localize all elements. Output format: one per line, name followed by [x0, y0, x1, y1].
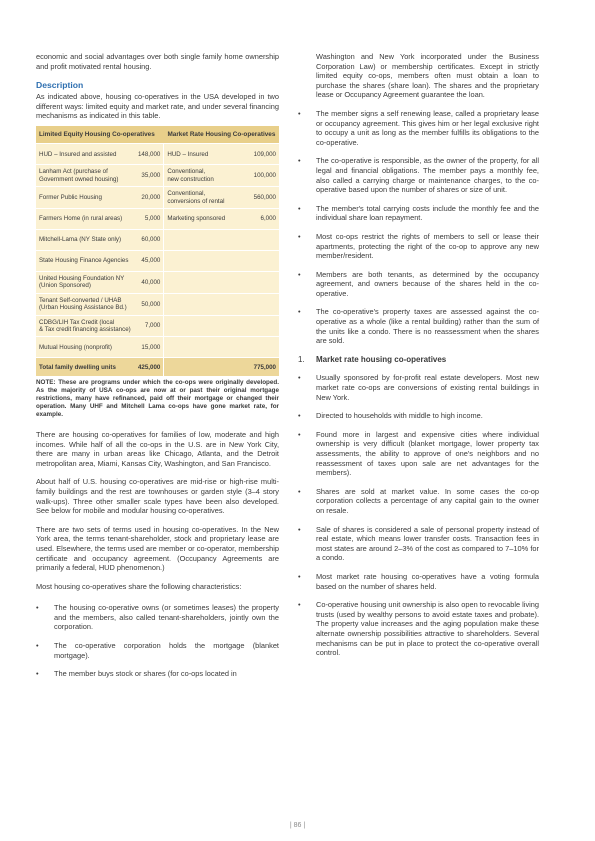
le-program-cell: Lanham Act (purchase of Government owned housing)	[36, 165, 135, 187]
le-units-cell: 50,000	[135, 293, 164, 315]
le-units-cell: 40,000	[135, 272, 164, 294]
body-paragraph: There are two sets of terms used in housing co-operatives. In the New York area, the terms tenant-shareholder, stock and proprietary lease are used. Elsewhere, the terms used are member or co-operator, membership certificate and occupancy agreement. (Occupancy Agreements are primarily a federal, HUD phenomenon.)	[36, 524, 279, 573]
bullet-icon: •	[298, 411, 301, 421]
bullet-icon: •	[298, 156, 301, 166]
list-item: • Found more in largest and expensive cities where individual ownership is very difficult (blanket mortgage, lower property tax assessments, the ability to approve of one's neighbors and no reassessment of taxes upon sale are net advantages for the members).	[298, 429, 539, 478]
bullet-icon: •	[298, 108, 301, 118]
section-number: 1.	[298, 354, 305, 364]
mr-program-cell: Marketing sponsored	[164, 209, 244, 230]
mr-program-cell	[164, 251, 244, 272]
body-paragraph: There are housing co-operatives for families of low, moderate and high incomes. While half of all the co-ops in the U.S. are in New York City, there are many in urban areas like Chicago, Atlanta, and the Detroit metropolitan area, Miami, Kansas City, Washington, and San Francisco.	[36, 429, 279, 468]
table-row	[36, 272, 279, 294]
list-item: • Co-operative housing unit ownership is also open to revocable living trusts (used by wealthy persons to avoid estate taxes and probate). The property value increases and the aging population make these alternate ownership possibilities attractive to shareholders. Several mechanisms can be put in place to protect the co-operative overall control.	[298, 600, 539, 658]
mr-units-cell: 560,000	[244, 187, 279, 209]
table-row	[36, 165, 279, 187]
bullet-icon: •	[298, 486, 301, 496]
table-body	[36, 144, 279, 377]
list-item: • The co-operative corporation holds the mortgage (blanket mortgage).	[36, 641, 279, 660]
mr-units-cell	[244, 293, 279, 315]
mr-program-cell: Conventional, conversions of rental	[164, 187, 244, 209]
mr-units-cell	[244, 272, 279, 294]
intro-paragraph: economic and social advantages over both single family home ownership and profit motivated rental housing.	[36, 52, 279, 71]
section-title: Market rate housing co-operatives	[316, 354, 447, 364]
le-units-cell: 5,000	[135, 209, 164, 230]
le-units-cell: 45,000	[135, 251, 164, 272]
list-item: • The co-operative is responsible, as the owner of the property, for all legal and financial obligations. The member pays a monthly fee, also called a carrying charge or maintenance charges, to the co-operative based upon the number of shares or size of unit.	[298, 156, 539, 195]
bullet-icon: •	[298, 373, 301, 383]
total-mr-units: 775,000	[244, 358, 279, 377]
le-program-cell: United Housing Foundation NY (Union Sponsored)	[36, 272, 135, 294]
mr-units-cell	[244, 230, 279, 251]
bullet-icon: •	[36, 603, 39, 613]
mr-units-cell	[244, 337, 279, 358]
bullet-icon: •	[298, 307, 301, 317]
header-market-rate: Market Rate Housing Co-operatives	[164, 126, 279, 144]
mr-program-cell	[164, 272, 244, 294]
bullet-icon: •	[298, 600, 301, 610]
body-paragraph: Most housing co-operatives share the following characteristics:	[36, 581, 242, 591]
mr-program-cell	[164, 337, 244, 358]
list-item: • The member's total carrying costs include the monthly fee and the individual share loan repayment.	[298, 203, 539, 223]
list-item: • The member buys stock or shares (for co-ops located in	[36, 669, 237, 679]
list-item: • Sale of shares is considered a sale of personal property instead of real estate, which means lower transfer costs. Transaction fees in most states are around 2–3% of the cost as compared to 7–10% for a condo.	[298, 524, 539, 563]
le-program-cell: Farmers Home (in rural areas)	[36, 209, 135, 230]
list-item: • The co-operative's property taxes are assessed against the co-operative as a whole (like a rental building) rather than the sum of the units like a condo. There is no reassessment when the shares are sold.	[298, 307, 539, 346]
table-row	[36, 293, 279, 315]
table-row	[36, 209, 279, 230]
bullet-icon: •	[298, 524, 301, 534]
table-row	[36, 187, 279, 209]
continued-bullet-text: Washington and New York incorporated under the Business Corporation Law) or membership certificates. Except in strictly limited equity co-ops, members often must obtain a loan to purchase the shares (share loan). The shares and the proprietary lease or Occupancy Agreement guarantee the loan.	[316, 52, 539, 100]
description-paragraph: As indicated above, housing co-operatives in the USA developed in two different ways: limited equity and market rate, and under several financing mechanisms as indicated in this table.	[36, 92, 279, 121]
le-program-cell: Tenant Self-converted / UHAB (Urban Housing Assistance Bd.)	[36, 293, 135, 315]
list-item: • Directed to households with middle to high income.	[298, 411, 483, 421]
mr-units-cell: 109,000	[244, 144, 279, 165]
bullet-icon: •	[298, 231, 301, 241]
bullet-icon: •	[298, 269, 301, 279]
le-units-cell: 148,000	[135, 144, 164, 165]
table-row	[36, 251, 279, 272]
table-row	[36, 230, 279, 251]
mr-units-cell: 100,000	[244, 165, 279, 187]
le-units-cell: 60,000	[135, 230, 164, 251]
le-program-cell: Mutual Housing (nonprofit)	[36, 337, 135, 358]
le-units-cell: 20,000	[135, 187, 164, 209]
le-units-cell: 35,000	[135, 165, 164, 187]
body-paragraph: About half of U.S. housing co-operatives are mid-rise or high-rise multi-family buildings and the rest are townhouses or garden style (3–4 story walk-ups). Three other smaller scale types have been also developed. See below for mobile and modular housing co-operatives.	[36, 477, 279, 516]
mr-program-cell	[164, 293, 244, 315]
table-row	[36, 144, 279, 165]
total-le-units: 425,000	[135, 358, 164, 377]
mr-units-cell: 6,000	[244, 209, 279, 230]
le-units-cell: 15,000	[135, 337, 164, 358]
table-header-row	[36, 126, 279, 144]
list-item: • Members are both tenants, as determined by the occupancy agreement, and owners because of the shares held in the co-operative.	[298, 269, 539, 298]
bullet-icon: •	[298, 571, 301, 581]
table-row	[36, 337, 279, 358]
list-item: • Shares are sold at market value. In some cases the co-op corporation collects a percentage of any capital gain to the owner on resale.	[298, 486, 539, 515]
le-program-cell: State Housing Finance Agencies	[36, 251, 135, 272]
section-heading	[298, 355, 539, 365]
mr-program-cell: Conventional, new construction	[164, 165, 244, 187]
left-column	[36, 52, 279, 688]
header-limited-equity: Limited Equity Housing Co-operatives	[36, 126, 164, 144]
bullet-icon: •	[36, 669, 39, 679]
mr-program-cell: HUD – Insured	[164, 144, 244, 165]
bullet-icon: •	[298, 429, 301, 439]
le-program-cell: HUD – Insured and assisted	[36, 144, 135, 165]
table-note: NOTE: These are programs under which the co-ops were originally developed. As the majority of USA co-ops are now at or past their original mortgage restrictions, many have refinanced, paid off their mortgage or changed their operation. Many UHF and Mitchell Lama co-ops have gone market rate, for example.	[36, 379, 279, 419]
list-item: • Usually sponsored by for-profit real estate developers. Most new market rate co-ops are conversions of existing rental buildings in New York.	[298, 373, 539, 402]
market-rate-list	[298, 373, 539, 657]
list-item: • The member signs a self renewing lease, called a proprietary lease or occupancy agreement. This gives him or her legal exclusive right to occupy a unit as long as the member fulfills its obligations to the co-operative.	[298, 108, 539, 147]
table-total-row	[36, 358, 279, 377]
characteristics-list-continued	[298, 109, 539, 346]
mr-units-cell	[244, 315, 279, 337]
le-program-cell: CDBG/LIH Tax Credit (local & Tax credit financing assistance)	[36, 315, 135, 337]
le-program-cell: Former Public Housing	[36, 187, 135, 209]
description-heading: Description	[36, 80, 84, 91]
housing-coop-table	[36, 126, 279, 376]
mr-units-cell	[244, 251, 279, 272]
right-column	[298, 52, 539, 667]
total-spacer	[164, 358, 244, 377]
bullet-icon: •	[298, 203, 301, 213]
mr-program-cell	[164, 230, 244, 251]
list-item: • Most market rate housing co-operatives have a voting formula based on the number of shares held.	[298, 571, 539, 591]
bullet-icon: •	[36, 641, 39, 651]
list-item: • The housing co-operative owns (or sometimes leases) the property and the members, also called tenant-shareholders, jointly own the corporation.	[36, 603, 279, 632]
characteristics-list	[36, 603, 279, 679]
page-number: | 86 |	[289, 822, 306, 829]
table-row	[36, 315, 279, 337]
total-label: Total family dwelling units	[36, 358, 135, 377]
le-program-cell: Mitchell-Lama (NY State only)	[36, 230, 135, 251]
list-item: • Most co-ops restrict the rights of members to sell or lease their apartments, protecting the right of the co-op to approve any new member/resident.	[298, 231, 539, 261]
mr-program-cell	[164, 315, 244, 337]
le-units-cell: 7,000	[135, 315, 164, 337]
